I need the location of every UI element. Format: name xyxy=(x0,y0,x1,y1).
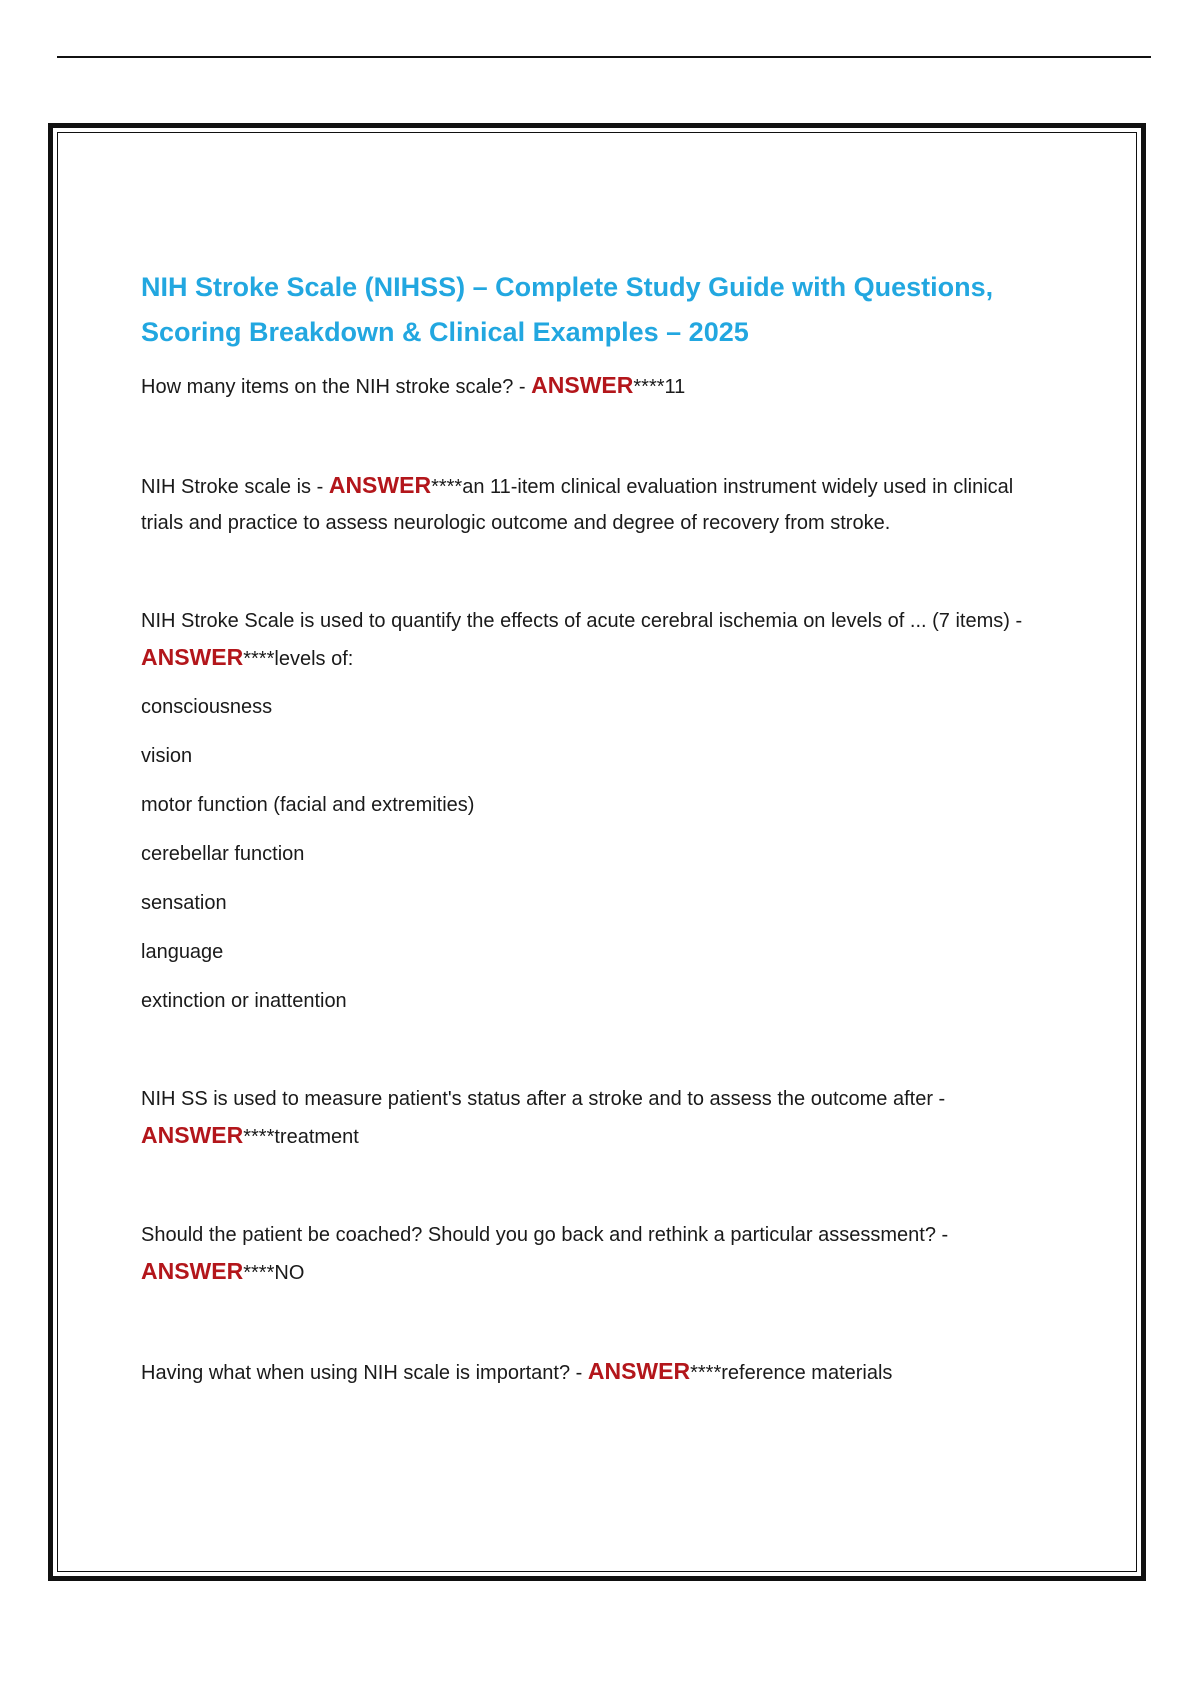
qa-item xyxy=(141,1081,1041,1155)
answer-label: ANSWER xyxy=(328,472,432,498)
answer-text: reference materials xyxy=(721,1362,893,1384)
answer-label: ANSWER xyxy=(141,1258,244,1284)
qa-item xyxy=(141,467,1041,541)
question-text: How many items on the NIH stroke scale? - xyxy=(141,376,532,398)
qa-item xyxy=(141,603,1041,677)
list-item: vision xyxy=(141,745,193,767)
question-text: NIH Stroke Scale is used to quantify the effects of acute cerebral ischemia on levels of ... (7 items) - xyxy=(141,610,1023,632)
list-item: cerebellar function xyxy=(141,843,305,865)
answer-text: NO xyxy=(274,1262,305,1284)
levels-list xyxy=(141,689,1041,1019)
header-rule xyxy=(57,56,1151,58)
document-title: NIH Stroke Scale (NIHSS) – Complete Study Guide with Questions, Scoring Breakdown & Clinical Examples – 2025 xyxy=(141,272,994,347)
answer-marker: **** xyxy=(243,648,275,670)
answer-text: treatment xyxy=(274,1126,359,1148)
answer-text: an 11-item clinical evaluation instrument widely used in clinical trials and practice to assess neurologic outcome and degree of recovery from stroke. xyxy=(141,476,1014,534)
answer-marker: **** xyxy=(243,1262,275,1284)
document-body xyxy=(141,265,1041,1391)
answer-marker: **** xyxy=(633,376,665,398)
list-item: motor function (facial and extremities) xyxy=(141,794,475,816)
answer-text: levels of: xyxy=(274,648,354,670)
question-text: Having what when using NIH scale is important? - xyxy=(141,1362,588,1384)
answer-label: ANSWER xyxy=(141,1122,244,1148)
question-text: NIH Stroke scale is - xyxy=(141,476,329,498)
answer-text: 11 xyxy=(664,376,686,398)
answer-marker: **** xyxy=(431,476,463,498)
answer-label: ANSWER xyxy=(141,644,244,670)
answer-label: ANSWER xyxy=(531,372,634,398)
list-item: extinction or inattention xyxy=(141,990,347,1012)
list-item: consciousness xyxy=(141,696,273,718)
question-text: NIH SS is used to measure patient's status after a stroke and to assess the outcome after - xyxy=(141,1088,946,1110)
list-item: language xyxy=(141,941,224,963)
list-item: sensation xyxy=(141,892,227,914)
answer-label: ANSWER xyxy=(587,1358,691,1384)
qa-item xyxy=(141,367,1041,405)
qa-item xyxy=(141,1217,1041,1291)
answer-marker: **** xyxy=(690,1362,722,1384)
answer-marker: **** xyxy=(243,1126,275,1148)
qa-item xyxy=(141,1353,1041,1391)
question-text: Should the patient be coached? Should you go back and rethink a particular assessment? - xyxy=(141,1224,949,1246)
